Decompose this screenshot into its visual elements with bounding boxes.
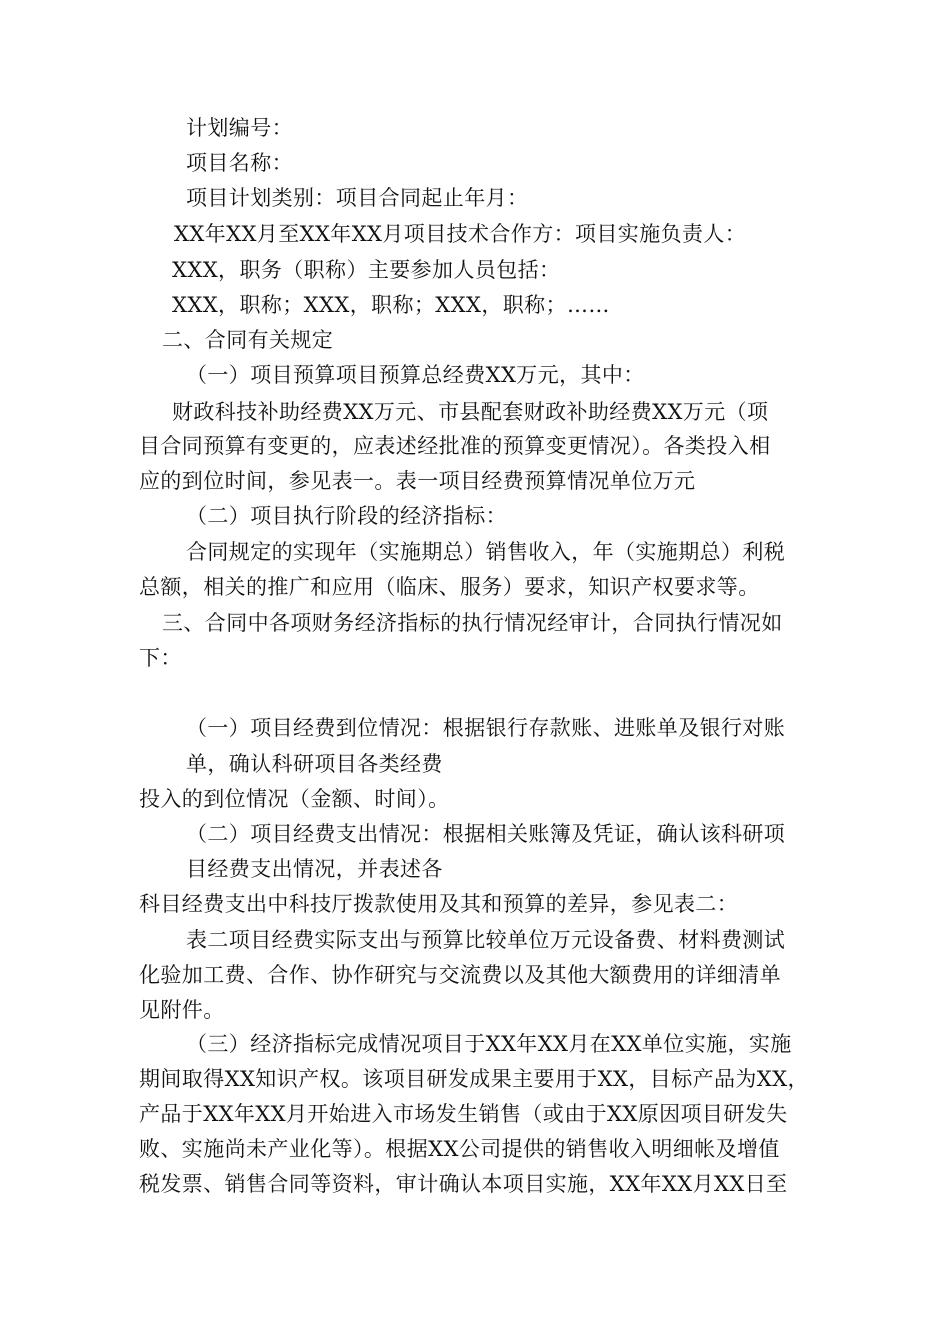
section-heading: 三、合同中各项财务经济指标的执行情况经审计，合同执行情况如 <box>162 611 783 635</box>
paragraph-line: （二）项目经费支出情况：根据相关账簿及凭证，确认该科研项 <box>186 822 786 846</box>
paragraph-line: 产品于XX年XX月开始进入市场发生销售（或由于XX原因项目研发失 <box>139 1102 788 1126</box>
project-category-line: 项目计划类别：项目合同起止年月： <box>186 186 529 210</box>
plan-number-line: 计划编号： <box>186 116 293 140</box>
paragraph-line: 投入的到位情况（金额、时间）。 <box>139 787 450 811</box>
paragraph-line: （二）项目执行阶段的经济指标： <box>186 504 507 528</box>
paragraph-line: 目经费支出情况，并表述各 <box>186 857 443 881</box>
project-name-line: 项目名称： <box>186 151 293 175</box>
paragraph-line: （一）项目预算项目预算总经费XX万元，其中： <box>186 363 645 387</box>
paragraph-line: 总额，相关的推广和应用（临床、服务）要求，知识产权要求等。 <box>139 575 760 599</box>
paragraph-line: 合同规定的实现年（实施期总）销售收入，年（实施期总）利税 <box>186 540 786 564</box>
paragraph-line: 表二项目经费实际支出与预算比较单位万元设备费、材料费测试 <box>186 928 786 952</box>
contract-period-line: XX年XX月至XX年XX月项目技术合作方：项目实施负责人： <box>174 222 747 246</box>
paragraph-line: 科目经费支出中科技厅拨款使用及其和预算的差异，参见表二： <box>139 892 739 916</box>
paragraph-line: （一）项目经费到位情况：根据银行存款账、进账单及银行对账 <box>186 716 786 740</box>
paragraph-line: 败、实施尚未产业化等）。根据XX公司提供的销售收入明细帐及增值 <box>139 1137 780 1161</box>
paragraph-line: 下： <box>139 646 182 670</box>
participants-line: XXX，职称；XXX，职称；XXX，职称；…… <box>172 293 610 317</box>
paragraph-line: 税发票、销售合同等资料，审计确认本项目实施，XX年XX月XX日至 <box>139 1172 788 1196</box>
paragraph-line: 见附件。 <box>139 998 225 1022</box>
paragraph-line: 目合同预算有变更的，应表述经批准的预算变更情况）。各类投入相 <box>139 434 771 458</box>
paragraph-line: 单，确认科研项目各类经费 <box>186 752 443 776</box>
responsible-person-line: XXX，职务（职称）主要参加人员包括： <box>172 258 561 282</box>
paragraph-line: （三）经济指标完成情况项目于XX年XX月在XX单位实施，实施 <box>186 1032 792 1056</box>
paragraph-line: 期间取得XX知识产权。该项目研发成果主要用于XX，目标产品为XX， <box>139 1067 809 1091</box>
paragraph-line: 应的到位时间，参见表一。表一项目经费预算情况单位万元 <box>139 469 696 493</box>
paragraph-line: 财政科技补助经费XX万元、市县配套财政补助经费XX万元（项 <box>172 400 769 424</box>
section-heading: 二、合同有关规定 <box>162 328 334 352</box>
paragraph-line: 化验加工费、合作、协作研究与交流费以及其他大额费用的详细清单 <box>139 963 781 987</box>
